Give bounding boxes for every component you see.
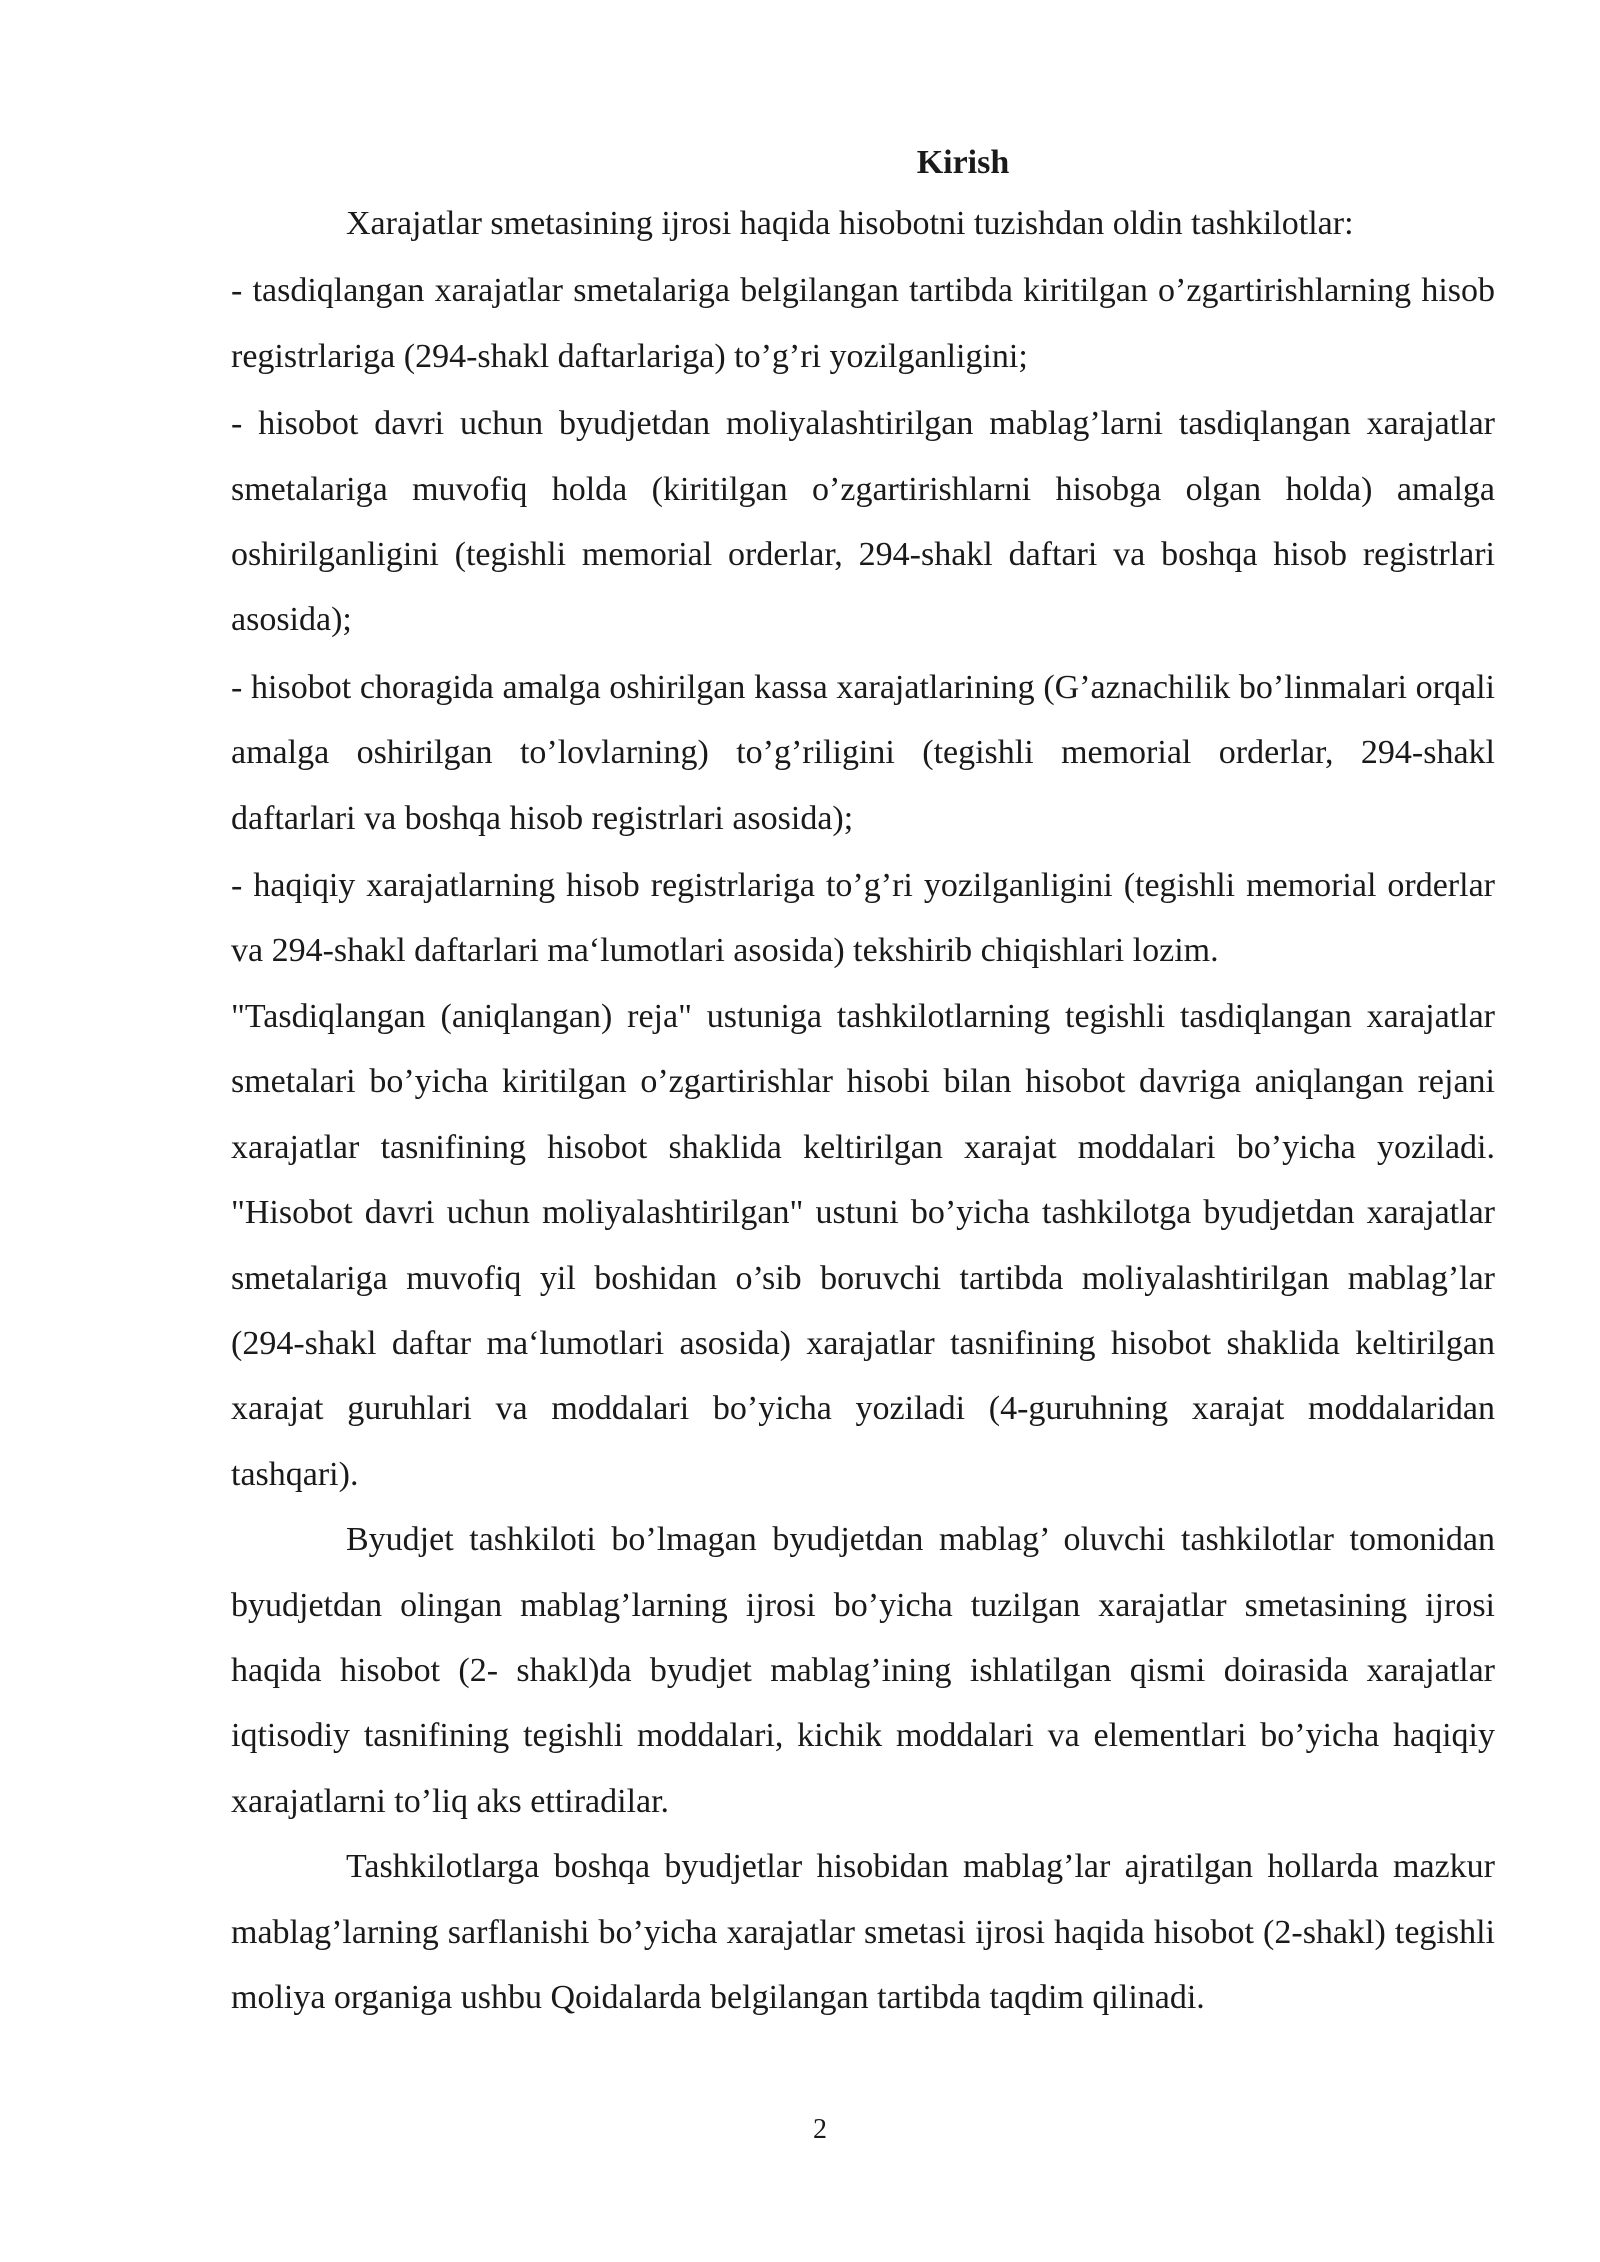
- page-title: Kirish: [916, 144, 1010, 181]
- paragraph-other-budgets: Tashkilotlarga boshqa byudjetlar hisobidan mablag’lar ajratilgan hollarda mazkur mablag’larning sarflanishi bo’yicha xarajatlar smetasi ijrosi haqida hisobot (2-shakl) tegishli moliya organiga ushbu Qoidalarda belgilangan tartibda taqdim qilinadi.: [231, 1848, 1495, 2016]
- paragraph-plan-column: "Tasdiqlangan (aniqlangan) reja" ustuniga tashkilotlarning tegishli tasdiqlangan xarajatlar smetalari bo’yicha kiritilgan o’zgartirishlar hisobi bilan hisobot davriga aniqlangan rejani xarajatlar tasnifining hisobot shaklida keltirilgan xarajat moddalari bo’yicha yoziladi. "Hisobot davri uchun moliyalashtirilgan" ustuni bo’yicha tashkilotga byudjetdan xarajatlar smetalariga muvofiq yil boshidan o’sib boruvchi tartibda moliyalashtirilgan mablag’lar (294-shakl daftar ma‘lumotlari asosida) xarajatlar tasnifining hisobot shaklida keltirilgan xarajat guruhlari va moddalari bo’yicha yoziladi (4-guruhning xarajat moddalaridan tashqari).: [231, 997, 1495, 1493]
- paragraph-intro: Xarajatlar smetasining ijrosi haqida hisobotni tuzishdan oldin tashkilotlar:: [346, 205, 1354, 242]
- bullet-item-4: - haqiqiy xarajatlarning hisob registrlariga to’g’ri yozilganligini (tegishli memorial orderlar va 294-shakl daftarlari ma‘lumotlari asosida) tekshirib chiqishlari lozim.: [231, 867, 1495, 970]
- bullet-item-1: - tasdiqlangan xarajatlar smetalariga belgilangan tartibda kiritilgan o’zgartirishlarning hisob registrlariga (294-shakl daftarlariga) to’g’ri yozilganligini;: [231, 272, 1495, 375]
- document-body: [231, 135, 1495, 2030]
- paragraph-non-budget-orgs: Byudjet tashkiloti bo’lmagan byudjetdan mablag’ oluvchi tashkilotlar tomonidan byudjetdan olingan mablag’larning ijrosi bo’yicha tuzilgan xarajatlar smetasining ijrosi haqida hisobot (2- shakl)da byudjet mablag’ining ishlatilgan qismi doirasida xarajatlar iqtisodiy tasnifining tegishli moddalari, kichik moddalari va elementlari bo’yicha haqiqiy xarajatlarni to’liq aks ettiradilar.: [231, 1521, 1495, 1820]
- page-number: 2: [813, 2114, 827, 2145]
- bullet-item-2: - hisobot davri uchun byudjetdan moliyalashtirilgan mablag’larni tasdiqlangan xarajatlar smetalariga muvofiq holda (kiritilgan o’zgartirishlarni hisobga olgan holda) amalga oshirilganligini (tegishli memorial orderlar, 294-shakl daftari va boshqa hisob registrlari asosida);: [231, 405, 1495, 639]
- bullet-item-3: - hisobot choragida amalga oshirilgan kassa xarajatlarining (G’aznachilik bo’linmalari orqali amalga oshirilgan to’lovlarning) to’g’riligini (tegishli memorial orderlar, 294-shakl daftarlari va boshqa hisob registrlari asosida);: [231, 668, 1495, 837]
